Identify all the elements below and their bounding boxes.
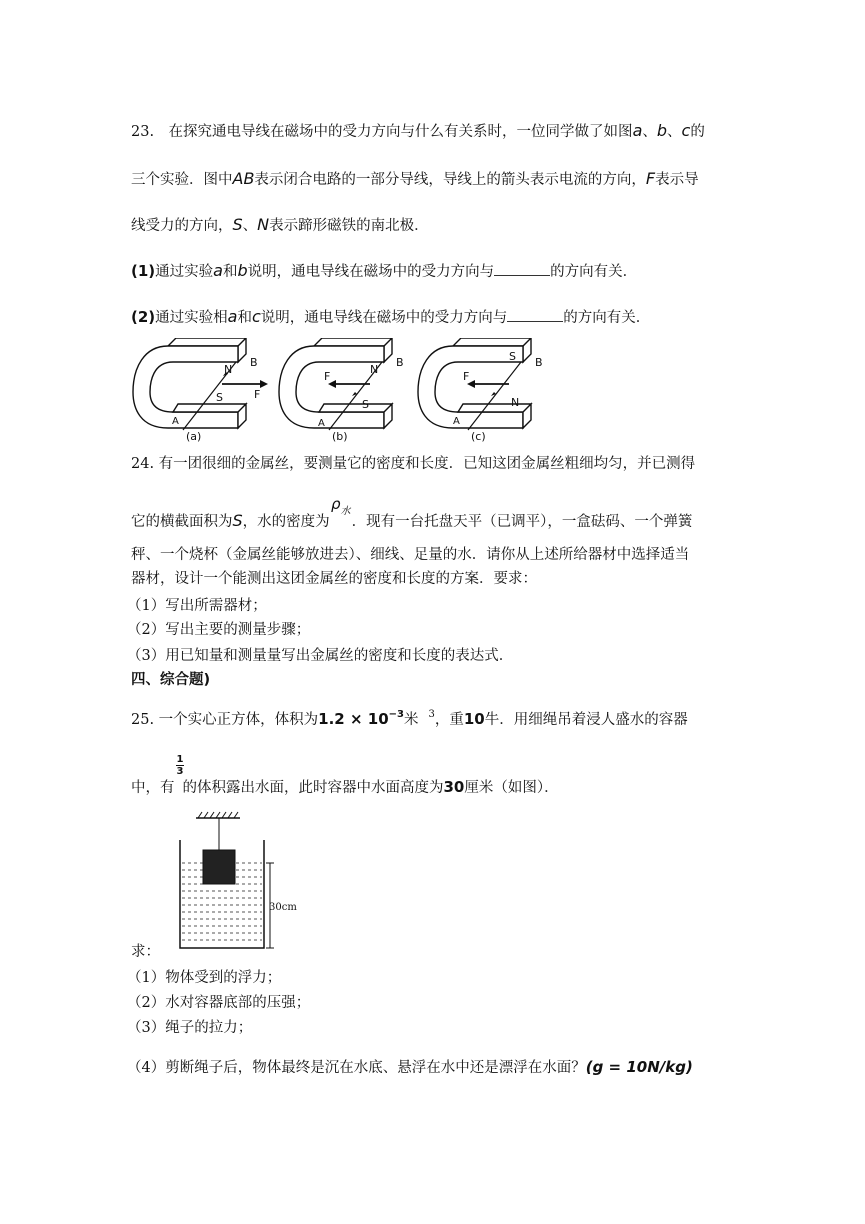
volume-value: 1.2 × 10 [318,710,389,728]
q24-text: 它的横截面积为 [131,514,233,530]
q23-text: 三个实验．图中 [131,172,233,188]
separator: 、 [642,124,657,140]
q25-text: 中，有 [131,780,175,796]
answer-blank[interactable] [494,263,550,276]
var-b: b [237,261,248,280]
pole-label: N [370,363,379,376]
b-label: B [396,356,404,369]
pole-label: S [362,398,369,411]
q23-text: 表示闭合电路的一部分导线，导线上的箭头表示电流的方向， [254,172,646,188]
a-label: A [318,418,325,429]
force-label: F [463,370,470,383]
q24-line-4: 器材，设计一个能测出这团金属丝的密度和长度的方案．要求： [131,571,537,587]
separator: 、 [242,218,258,234]
q23-text: 23. 在探究通电导线在磁场中的受力方向与什么有关系时，一位同学做了如图 [131,124,633,140]
rho-subscript: 水 [340,506,351,517]
q23-text: 的方向有关． [550,264,638,280]
force-label: F [324,370,331,383]
var-a: a [213,261,223,280]
q24-text: ，水的密度为 [242,514,330,530]
q23-line-1 [131,120,705,141]
a-label: A [453,416,460,427]
q25-line-1 [131,708,688,729]
height-label: 30cm [269,902,297,913]
g-expression: (g = 10N/kg) [585,1058,693,1076]
var-b: b [656,121,668,140]
panel-caption: (b) [332,430,348,443]
separator: 、 [667,124,682,140]
q25-item-3: （3）绳子的拉力； [127,1020,253,1036]
var-c: c [681,121,691,140]
weight-value: 10 [463,710,485,728]
q23-text: 通过实验相 [155,310,228,326]
part-number: (1) [131,262,156,280]
q24-line-1: 24. 有一团很细的金属丝，要测量它的密度和长度．已知这团金属丝粗细均匀，并已测得 [131,456,696,472]
q23-text: 说明，通电导线在磁场中的受力方向与 [260,310,508,326]
var-c: c [251,307,261,326]
q23-text: 线受力的方向， [131,218,233,234]
q25-text: （4）剪断绳子后，物体最终是沉在水底、悬浮在水中还是漂浮在水面？ [127,1060,586,1076]
volume-exponent: −3 [388,709,404,720]
q25-item-2: （2）水对容器底部的压强； [127,995,311,1011]
q23-line-2 [131,168,699,189]
q25-text: 厘米（如图）． [464,780,559,796]
magnet-panel-c [418,338,543,443]
q23-part-1 [131,260,637,281]
b-label: B [535,356,543,369]
a-label: A [172,416,179,427]
magnet-panel-b [279,338,404,443]
q24-text: ．现有一台托盘天平（已调平），一盒砝码、一个弹簧 [351,514,693,530]
unit: 米 [403,712,419,728]
q23-text: 的方向有关． [563,310,651,326]
height-value: 30 [443,778,465,796]
unit-superscript: 3 [428,709,435,720]
part-number: (2) [131,308,156,326]
ask-label: 求： [131,944,160,960]
q25-text: 牛．用细绳吊着浸人盛水的容器 [484,712,688,728]
q23-text: 通过实验 [155,264,214,280]
q23-line-3 [131,214,429,235]
q24-item-2: （2）写出主要的测量步骤； [127,622,311,638]
magnet-figure [128,338,558,444]
q25-text: ，重 [434,712,464,728]
q23-text: 说明，通电导线在磁场中的受力方向与 [247,264,495,280]
var-n: N [257,215,270,234]
pole-label: S [509,350,516,363]
panel-caption: (c) [471,430,486,443]
q24-line-3: 秤、一个烧杯（金属丝能够放进去）、细线、足量的水．请你从上述所给器材中选择适当 [131,547,690,563]
var-a: a [227,307,238,326]
q23-part-2 [131,306,650,327]
q23-text: 和 [222,264,238,280]
b-label: B [250,356,258,369]
fraction-numerator: 1 [176,754,184,765]
var-s: S [232,215,243,234]
q25-item-1: （1）物体受到的浮力； [127,970,282,986]
panel-caption: (a) [186,430,202,443]
fraction-denominator: 3 [176,766,184,777]
pole-label: N [224,363,233,376]
var-ab: AB [232,169,255,188]
var-a: a [632,121,643,140]
answer-blank[interactable] [507,309,563,322]
rho-symbol: ρ [331,495,341,513]
q24-item-3: （3）用已知量和测量量写出金属丝的密度和长度的表达式． [127,648,514,664]
force-label: F [254,388,261,401]
q25-line-2 [131,776,559,797]
pole-label: N [511,396,520,409]
container-figure [168,810,318,954]
q25-text: 25. 一个实心正方体，体积为 [131,712,319,728]
rho-water-symbol [331,495,351,517]
pole-label: S [216,391,223,404]
section-heading: 四、综合题) [131,672,211,688]
magnet-panel-a [133,338,268,443]
var-s: S [232,511,243,530]
fraction-one-third [176,754,184,777]
q25-item-4 [127,1056,693,1077]
q23-text: 表示蹄形磁铁的南北极． [269,218,429,234]
var-f: F [645,169,656,188]
q23-text: 表示导 [655,172,699,188]
q23-text: 和 [237,310,252,326]
q24-item-1: （1）写出所需器材； [127,598,267,614]
q23-text: 的 [690,124,705,140]
q24-line-2 [131,510,692,531]
q25-text: 的体积露出水面，此时容器中水面高度为 [182,780,444,796]
